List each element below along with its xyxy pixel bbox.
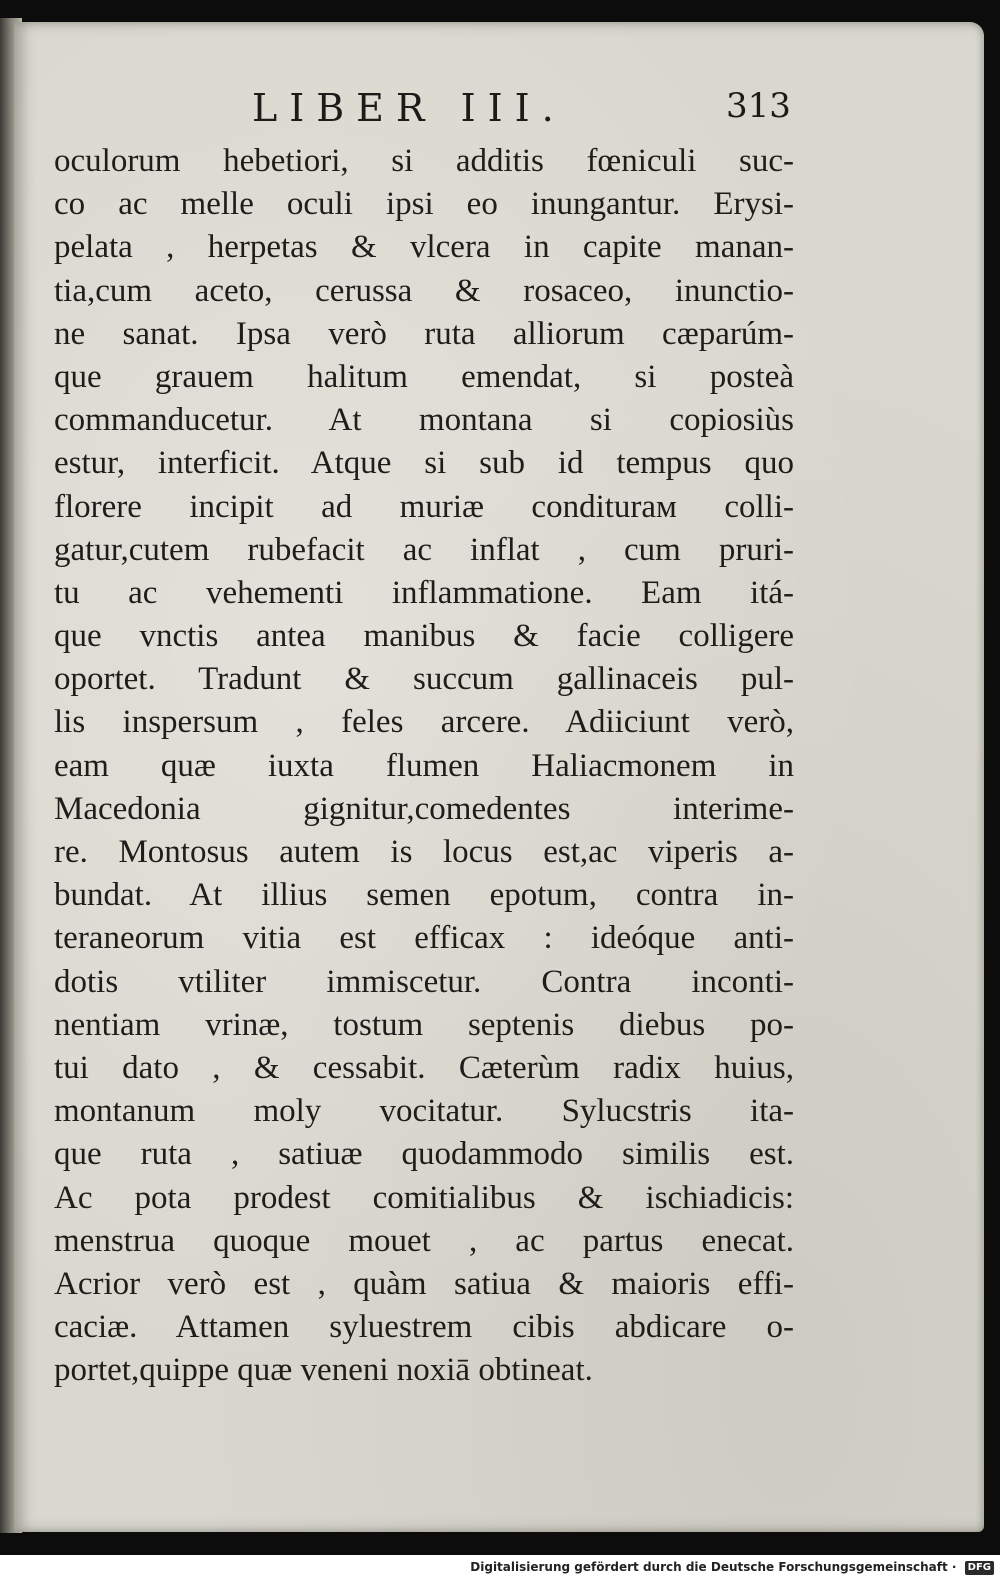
text-line: Macedonia gignitur,comedentes interime- xyxy=(54,790,794,827)
text-line: teraneorum vitia est efficax : ideóque anti- xyxy=(54,920,794,957)
digitization-credit xyxy=(470,1560,994,1575)
text-line: portet,quippe quæ veneni noxiā obtineat. xyxy=(54,1352,593,1389)
text-line: commanducetur. At montana si copiosiùs xyxy=(54,402,794,439)
text-line: tia,cum aceto, cerussa & rosaceo, inunctio- xyxy=(54,272,794,309)
text-line: menstrua quoque mouet , ac partus enecat. xyxy=(54,1222,794,1259)
text-line: re. Montosus autem is locus est,ac viperis a- xyxy=(54,834,794,870)
text-line: gatur,cutem rubefacit ac inflat , cum pruri- xyxy=(54,531,794,568)
text-line: Ac pota prodest comitialibus & ischiadicis: xyxy=(54,1179,794,1216)
dfg-logo: DFG xyxy=(965,1561,994,1575)
text-line: ne sanat. Ipsa verò ruta alliorum cæparúm- xyxy=(54,315,794,352)
text-line: estur, interficit. Atque si sub id tempus quo xyxy=(54,445,794,482)
text-line: Acrior verò est , quàm satiua & maioris effi- xyxy=(54,1265,794,1302)
text-line: que vnctis antea manibus & facie colligere xyxy=(54,618,794,655)
text-line: tui dato , & cessabit. Cæterùm radix huius, xyxy=(54,1049,794,1086)
text-line: dotis vtiliter immiscetur. Contra inconti- xyxy=(54,963,794,1000)
text-line: montanum moly vocitatur. Sylucstris ita- xyxy=(54,1093,794,1130)
text-line: oportet. Tradunt & succum gallinaceis pul- xyxy=(54,661,794,698)
page-body-text xyxy=(54,140,794,1392)
text-line: nentiam vrinæ, tostum septenis diebus po- xyxy=(54,1006,794,1043)
text-line: eam quæ iuxta flumen Haliacmonem in xyxy=(54,747,794,784)
text-line: lis inspersum , feles arcere. Adiiciunt verò, xyxy=(54,704,794,741)
page-number: 313 xyxy=(726,86,791,126)
text-line: tu ac vehementi inflammatione. Eam itá- xyxy=(54,574,794,611)
credit-text: Digitalisierung gefördert durch die Deutsche Forschungsgemeinschaft · xyxy=(470,1560,957,1574)
text-line: que ruta , satiuæ quodammodo similis est. xyxy=(54,1136,794,1173)
text-line: que grauem halitum emendat, si posteà xyxy=(54,358,794,395)
running-head: LIBER III. xyxy=(252,86,566,130)
text-line: caciæ. Attamen syluestrem cibis abdicare o- xyxy=(54,1309,794,1346)
text-line: pelata , herpetas & vlcera in capite manan- xyxy=(54,229,794,266)
text-line: co ac melle oculi ipsi eo inungantur. Erysi- xyxy=(54,186,794,223)
text-line: florere incipit ad muriæ conditurам colli- xyxy=(54,488,794,525)
text-line: oculorum hebetiori, si additis fœniculi suc- xyxy=(54,143,794,179)
text-line: bundat. At illius semen epotum, contra in- xyxy=(54,877,794,914)
